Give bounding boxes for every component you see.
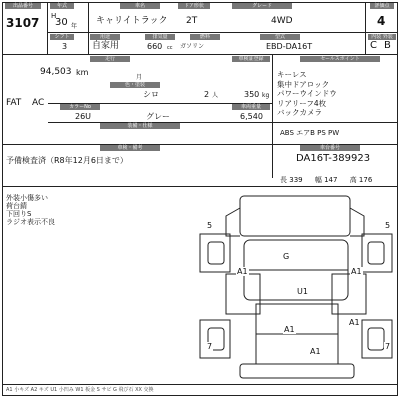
cc-header: 排気量	[145, 34, 175, 40]
dim-length: 339	[289, 176, 303, 184]
chassis-header: 車台番号	[300, 145, 360, 151]
dim-height-label: 高	[349, 176, 357, 184]
lot-number: 3107	[6, 16, 40, 30]
fuel-value: ガソリン	[180, 43, 205, 50]
displacement-unit: cc	[167, 45, 173, 51]
feature-item: バックカメラ	[277, 108, 322, 117]
ac: AC	[32, 98, 45, 108]
mileage-unit: km	[76, 68, 89, 77]
type-header: 型式	[260, 34, 300, 40]
features-list	[277, 70, 337, 118]
dim-width: 147	[324, 176, 338, 184]
mileage-value: 94,503	[40, 67, 72, 77]
note-item: 荷台錆	[6, 202, 27, 210]
dim-length-label: 長	[280, 176, 287, 184]
divider	[272, 54, 273, 178]
model-code: EBD-DA16T	[266, 42, 313, 51]
mark-rear-right: 7	[385, 342, 391, 351]
sales-point-header: セールスポイント	[300, 56, 380, 62]
inspection-header-top: 車検証登録	[232, 56, 270, 62]
mileage-header: 走行	[90, 56, 130, 62]
divider	[2, 186, 398, 187]
year-header: 年式	[50, 3, 74, 9]
notes-list	[6, 194, 55, 226]
mark-a1-bed: A1	[284, 325, 295, 334]
color-label: シロ	[143, 90, 159, 99]
mark-a1-bottom: A1	[310, 347, 321, 356]
mark-a1-right: A1	[351, 267, 362, 276]
month-label: 月	[136, 74, 143, 81]
interior-score: C	[370, 40, 377, 51]
usage-value: 自家用	[92, 41, 120, 51]
model-name: キャリイトラック	[96, 16, 168, 26]
color-code: 26U	[75, 112, 92, 121]
exterior-score: B	[384, 40, 391, 51]
feature-item: 集中ドアロック	[277, 79, 330, 89]
mark-front-left: 5	[207, 221, 213, 230]
vehicle-weight: 6,540	[240, 112, 263, 121]
divider	[365, 2, 366, 54]
year-value: 30	[55, 17, 68, 28]
inout-header: 内装 外装	[368, 34, 396, 40]
mark-rear-left: 7	[207, 342, 213, 351]
load-unit: kg	[262, 92, 270, 99]
divider	[2, 384, 398, 385]
divider	[88, 2, 89, 54]
dim-width-label: 幅	[314, 176, 322, 184]
divider	[272, 122, 398, 123]
feature-item: キーレス	[277, 70, 307, 79]
overall-score: 4	[377, 14, 386, 28]
divider	[47, 2, 48, 54]
footer-legend: A1 小キズ A2 キズ U1 小凹み W1 板金 S サビ G 飛び石 XX 交換	[6, 387, 154, 393]
mark-front-right: 5	[385, 221, 391, 230]
usage-header: 用途	[90, 34, 120, 40]
score-header: 評価点	[370, 3, 394, 9]
mark-a1-left: A1	[237, 267, 248, 276]
color-name: グレー	[146, 112, 170, 121]
load-value: 350	[244, 90, 260, 99]
year-unit: 年	[71, 23, 78, 30]
shift-count: 3	[62, 42, 68, 51]
weight-header: 車両重量	[232, 104, 270, 110]
model-header: 車名	[120, 3, 160, 9]
mark-a1-right2: A1	[349, 318, 360, 327]
door-type: 2T	[186, 16, 198, 26]
displacement-value: 660	[147, 42, 163, 51]
fuel-header: 燃料	[190, 34, 220, 40]
lot-header: 出品番号	[5, 3, 41, 9]
door-header: ドア形状	[178, 3, 210, 9]
inspection-date: 予備検査済（R8年12月6日まで）	[6, 156, 128, 165]
color-header: 色・塗装	[110, 82, 160, 88]
divider	[2, 54, 398, 55]
equipment-value: ABS エアB PS PW	[280, 129, 340, 137]
dim-height: 176	[358, 176, 373, 184]
grade-header: グレード	[232, 3, 292, 9]
color-no-header: カラーNo	[60, 104, 100, 110]
transmission: FAT	[6, 98, 22, 108]
feature-item: リアリーフ4枚	[277, 98, 327, 108]
dimensions	[280, 176, 372, 185]
equip-header: 装備・仕様	[100, 123, 180, 129]
divider	[48, 32, 397, 33]
mark-u1-cab: U1	[297, 287, 308, 296]
vehicle-diagram	[196, 188, 398, 384]
capacity-value: 2	[204, 90, 210, 99]
feature-item: パワーウインドウ	[277, 89, 337, 98]
capacity-unit: 人	[212, 92, 219, 99]
year-era: H	[51, 12, 57, 20]
inspection-header: 車検・備考	[100, 145, 160, 151]
chassis-number: DA16T-389923	[296, 153, 371, 164]
note-item: 下回りS	[6, 210, 32, 218]
mark-g-hood: G	[283, 252, 290, 261]
note-item: 外装小傷多い	[6, 194, 48, 202]
grade-value: 4WD	[271, 16, 293, 26]
shift-header: シフト	[50, 34, 74, 40]
note-item: ラジオ表示不良	[6, 218, 55, 226]
